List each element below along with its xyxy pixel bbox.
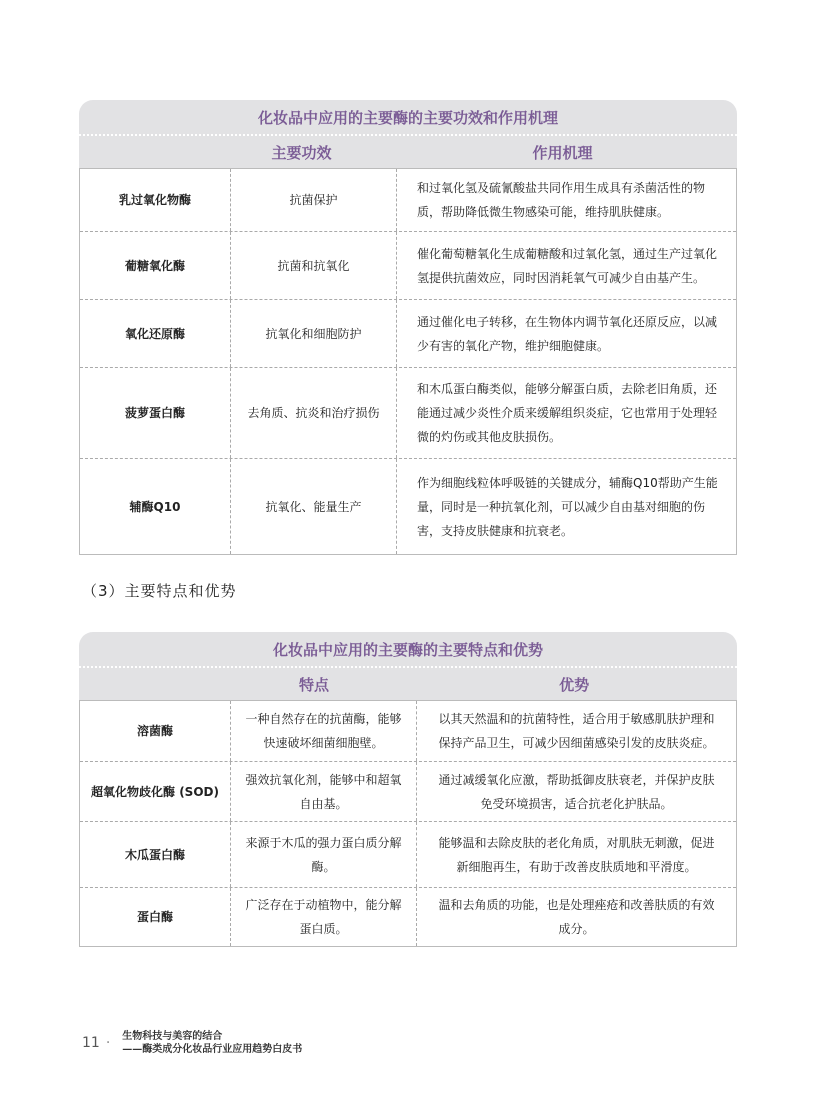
header-advantage: 优势 — [559, 675, 590, 694]
features-table-body — [79, 701, 737, 947]
enzyme-name: 木瓜蛋白酶 — [124, 847, 185, 862]
table-row — [80, 169, 736, 231]
enzyme-name: 辅酶Q10 — [129, 499, 181, 514]
enzyme-advantage: 能够温和去除皮肤的老化角质，对肌肤无刺激，促进新细胞再生，有助于改善皮肤质地和平滑度。 — [416, 822, 736, 887]
enzyme-name: 乳过氧化物酶 — [118, 193, 191, 207]
enzyme-effect: 抗氧化、能量生产 — [230, 459, 396, 554]
enzyme-name: 氧化还原酶 — [124, 326, 185, 341]
table-row — [80, 761, 736, 821]
table-row — [80, 299, 736, 367]
efficacy-table-title: 化妆品中应用的主要酶的主要功效和作用机理 — [79, 100, 737, 136]
enzyme-name: 葡糖氧化酶 — [124, 258, 185, 273]
enzyme-mechanism: 作为细胞线粒体呼吸链的关键成分，辅酶Q10帮助产生能量，同时是一种抗氧化剂，可以减少自由基对细胞的伤害，支持皮肤健康和抗衰老。 — [396, 459, 736, 554]
page-footer — [82, 1030, 302, 1056]
enzyme-effect: 抗菌保护 — [230, 169, 396, 231]
features-table-header — [79, 668, 737, 701]
enzyme-feature: 广泛存在于动植物中，能分解蛋白质。 — [230, 888, 416, 946]
enzyme-mechanism: 和木瓜蛋白酶类似，能够分解蛋白质，去除老旧角质，还能通过减少炎性介质来缓解组织炎症，它也常用于处理轻微的灼伤或其他皮肤损伤。 — [396, 368, 736, 458]
enzyme-feature: 一种自然存在的抗菌酶，能够快速破坏细菌细胞壁。 — [230, 701, 416, 761]
enzyme-name: 菠萝蛋白酶 — [124, 406, 185, 420]
footer-line-2: ——酶类成分化妆品行业应用趋势白皮书 — [122, 1044, 303, 1055]
table-row — [80, 821, 736, 887]
enzyme-mechanism: 通过催化电子转移，在生物体内调节氧化还原反应，以减少有害的氧化产物，维护细胞健康。 — [396, 300, 736, 367]
efficacy-table-header — [79, 136, 737, 169]
enzyme-name: 蛋白酶 — [136, 910, 173, 924]
table-row — [80, 367, 736, 458]
features-table — [79, 632, 737, 947]
footer-line-1: 生物科技与美容的结合 — [122, 1031, 223, 1042]
header-mechanism: 作用机理 — [532, 143, 593, 162]
enzyme-advantage: 温和去角质的功能，也是处理痤疮和改善肤质的有效成分。 — [416, 888, 736, 946]
enzyme-name: 超氧化物歧化酶 (SOD) — [91, 784, 219, 799]
table-row — [80, 887, 736, 946]
enzyme-advantage: 通过减缓氧化应激，帮助抵御皮肤衰老，并保护皮肤免受环境损害，适合抗老化护肤品。 — [416, 762, 736, 821]
enzyme-feature: 来源于木瓜的强力蛋白质分解酶。 — [230, 822, 416, 887]
features-table-title: 化妆品中应用的主要酶的主要特点和优势 — [79, 632, 737, 668]
table-row — [80, 458, 736, 554]
enzyme-name: 溶菌酶 — [136, 724, 173, 738]
table-row — [80, 231, 736, 299]
table-row — [80, 701, 736, 761]
efficacy-table-body — [79, 169, 737, 555]
header-feature: 特点 — [298, 675, 329, 694]
enzyme-effect: 抗菌和抗氧化 — [230, 232, 396, 299]
enzyme-effect: 抗氧化和细胞防护 — [230, 300, 396, 367]
enzyme-effect: 去角质、抗炎和治疗损伤 — [230, 368, 396, 458]
efficacy-table — [79, 100, 737, 555]
enzyme-mechanism: 催化葡萄糖氧化生成葡糖酸和过氧化氢，通过生产过氧化氢提供抗菌效应，同时因消耗氧气可减少自由基产生。 — [396, 232, 736, 299]
enzyme-mechanism: 和过氧化氢及硫氰酸盐共同作用生成具有杀菌活性的物质，帮助降低微生物感染可能，维持肌肤健康。 — [396, 169, 736, 231]
section-heading: （3）主要特点和优势 — [82, 582, 237, 600]
enzyme-advantage: 以其天然温和的抗菌特性，适合用于敏感肌肤护理和保持产品卫生，可减少因细菌感染引发的皮肤炎症。 — [416, 701, 736, 761]
page-number: 11 — [82, 1035, 100, 1051]
enzyme-feature: 强效抗氧化剂，能够中和超氧自由基。 — [230, 762, 416, 821]
footer-separator: · — [105, 1035, 111, 1051]
footer-title — [122, 1030, 302, 1056]
header-effect: 主要功效 — [271, 143, 332, 162]
